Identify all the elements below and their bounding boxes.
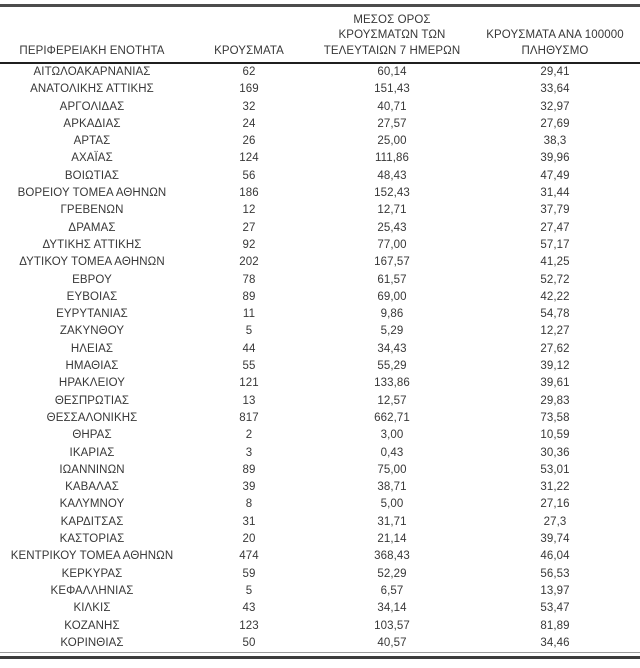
cases-cell: 62 [242, 66, 256, 78]
col-header-avg-7day [314, 7, 470, 63]
cases-cell: 3 [245, 446, 253, 459]
region-cell: ΕΥΡΥΤΑΝΙΑΣ [56, 308, 128, 321]
table-row [0, 410, 640, 427]
table-row [0, 237, 640, 254]
table-row [0, 323, 640, 340]
avg-7day-cell: 40,71 [377, 100, 407, 113]
region-cell: ΕΒΡΟΥ [72, 273, 112, 286]
avg-7day-cell: 60,14 [377, 66, 407, 78]
cases-cell: 44 [242, 342, 256, 355]
table-row [0, 635, 640, 653]
table-row [0, 548, 640, 565]
col-header-per-100k [470, 7, 640, 63]
table-row [0, 341, 640, 358]
per-100k-cell: 54,78 [540, 308, 570, 321]
per-100k-cell: 53,01 [540, 463, 570, 476]
per-100k-cell: 39,96 [540, 152, 570, 165]
cases-cell: 202 [239, 256, 259, 269]
per-100k-cell: 47,49 [540, 169, 570, 182]
table-row [0, 168, 640, 185]
avg-7day-cell: 34,14 [377, 602, 407, 615]
table-row [0, 272, 640, 289]
avg-7day-cell: 38,71 [377, 481, 407, 494]
col-header-per-100k-line2: ΠΛΗΘΥΣΜΟ [521, 44, 589, 57]
region-cell: ΑΝΑΤΟΛΙΚΗΣ ΑΤΤΙΚΗΣ [30, 83, 154, 96]
cases-cell: 8 [245, 498, 253, 511]
table-row [0, 531, 640, 548]
region-cell: ΕΥΒΟΙΑΣ [66, 290, 118, 303]
table-row [0, 202, 640, 219]
avg-7day-cell: 5,29 [380, 325, 404, 338]
avg-7day-cell: 69,00 [377, 290, 407, 303]
table-header [0, 7, 640, 63]
cases-cell: 186 [239, 187, 259, 200]
region-cell: ΑΡΤΑΣ [73, 135, 111, 148]
table-row [0, 600, 640, 617]
table-row [0, 254, 640, 271]
region-cell: ΒΟΙΩΤΙΑΣ [64, 169, 120, 182]
table-row [0, 358, 640, 375]
region-cell: ΚΑΣΤΟΡΙΑΣ [59, 533, 125, 546]
table-row [0, 479, 640, 496]
region-cell: ΚΟΖΑΝΗΣ [64, 619, 120, 632]
avg-7day-cell: 9,86 [380, 308, 404, 321]
per-100k-cell: 56,53 [540, 567, 570, 580]
per-100k-cell: 31,22 [540, 481, 570, 494]
header-row [0, 7, 640, 63]
region-cell: ΔΡΑΜΑΣ [68, 221, 116, 234]
avg-7day-cell: 27,57 [377, 117, 407, 130]
per-100k-cell: 27,69 [540, 117, 570, 130]
cases-cell: 92 [242, 238, 256, 251]
per-100k-cell: 38,3 [543, 135, 567, 148]
avg-7day-cell: 75,00 [377, 463, 407, 476]
cases-cell: 2 [245, 429, 253, 442]
table-row [0, 116, 640, 133]
cases-cell: 59 [242, 567, 256, 580]
cases-cell: 39 [242, 481, 256, 494]
col-header-avg-7day-line3: ΤΕΛΕΥΤΑΙΩΝ 7 ΗΜΕΡΩΝ [323, 44, 461, 57]
region-cell: ΑΧΑΪΑΣ [71, 152, 113, 165]
cases-cell: 55 [242, 360, 256, 373]
region-cell: ΚΕΡΚΥΡΑΣ [61, 567, 123, 580]
per-100k-cell: 33,64 [540, 83, 570, 96]
cases-cell: 11 [242, 308, 256, 321]
per-100k-cell: 27,62 [540, 342, 570, 355]
table-row [0, 81, 640, 98]
cases-cell: 27 [242, 221, 256, 234]
region-cell: ΙΩΑΝΝΙΝΩΝ [59, 463, 125, 476]
avg-7day-cell: 55,29 [377, 360, 407, 373]
region-cell: ΑΡΓΟΛΙΔΑΣ [59, 100, 125, 113]
avg-7day-cell: 48,43 [377, 169, 407, 182]
col-header-region [0, 7, 184, 63]
avg-7day-cell: 111,86 [374, 152, 410, 165]
region-cell: ΚΕΦΑΛΛΗΝΙΑΣ [50, 584, 134, 597]
col-header-cases [184, 7, 314, 63]
avg-7day-cell: 31,71 [377, 515, 407, 528]
region-cell: ΑΙΤΩΛΟΑΚΑΡΝΑΝΙΑΣ [33, 66, 151, 78]
avg-7day-cell: 167,57 [374, 256, 410, 269]
region-cell: ΗΛΕΙΑΣ [70, 342, 114, 355]
table-row [0, 99, 640, 116]
avg-7day-cell: 151,43 [374, 83, 410, 96]
col-header-region-label: ΠΕΡΙΦΕΡΕΙΑΚΗ ΕΝΟΤΗΤΑ [19, 44, 165, 57]
avg-7day-cell: 25,43 [377, 221, 407, 234]
avg-7day-cell: 77,00 [377, 238, 407, 251]
per-100k-cell: 46,04 [540, 550, 570, 563]
avg-7day-cell: 5,00 [380, 498, 404, 511]
region-cell: ΗΜΑΘΙΑΣ [65, 360, 119, 373]
col-header-avg-7day-line1: ΜΕΣΟΣ ΟΡΟΣ [353, 13, 431, 26]
per-100k-cell: 29,83 [540, 394, 570, 407]
avg-7day-cell: 662,71 [374, 411, 410, 424]
region-cell: ΒΟΡΕΙΟΥ ΤΟΜΕΑ ΑΘΗΝΩΝ [17, 187, 167, 200]
table-row [0, 220, 640, 237]
table-row [0, 393, 640, 410]
avg-7day-cell: 133,86 [374, 377, 410, 390]
avg-7day-cell: 61,57 [377, 273, 407, 286]
table-row [0, 375, 640, 392]
region-cell: ΔΥΤΙΚΗΣ ΑΤΤΙΚΗΣ [42, 238, 142, 251]
table-row [0, 496, 640, 513]
cases-cell: 24 [242, 117, 256, 130]
per-100k-cell: 32,97 [540, 100, 570, 113]
table-body [0, 63, 640, 653]
avg-7day-cell: 6,57 [380, 584, 404, 597]
per-100k-cell: 39,12 [540, 360, 570, 373]
cases-cell: 50 [184, 635, 314, 653]
per-100k-cell: 39,61 [540, 377, 570, 390]
cases-cell: 12 [242, 204, 256, 217]
avg-7day-cell: 3,00 [380, 429, 404, 442]
region-cell: ΙΚΑΡΙΑΣ [69, 446, 115, 459]
region-cell: ΚΟΡΙΝΘΙΑΣ [0, 635, 184, 653]
table-row [0, 185, 640, 202]
cases-cell: 78 [242, 273, 256, 286]
cases-cell: 20 [242, 533, 256, 546]
cases-cell: 124 [239, 152, 259, 165]
region-cell: ΔΥΤΙΚΟΥ ΤΟΜΕΑ ΑΘΗΝΩΝ [19, 256, 165, 269]
region-cell: ΚΑΡΔΙΤΣΑΣ [60, 515, 124, 528]
per-100k-cell: 13,97 [540, 584, 570, 597]
per-100k-cell: 27,3 [543, 515, 567, 528]
region-cell: ΘΗΡΑΣ [72, 429, 112, 442]
table-row [0, 63, 640, 81]
avg-7day-cell: 12,57 [377, 394, 407, 407]
table-row [0, 427, 640, 444]
table-row [0, 514, 640, 531]
table-row [0, 289, 640, 306]
per-100k-cell: 27,47 [540, 221, 570, 234]
cases-cell: 13 [242, 394, 256, 407]
region-cell: ΘΕΣΠΡΩΤΙΑΣ [54, 394, 130, 407]
region-cell: ΚΙΛΚΙΣ [73, 602, 111, 615]
avg-7day-cell: 0,43 [380, 446, 404, 459]
per-100k-cell: 42,22 [540, 290, 570, 303]
cases-cell: 5 [245, 584, 253, 597]
region-cell: ΘΕΣΣΑΛΟΝΙΚΗΣ [46, 411, 138, 424]
per-100k-cell: 73,58 [540, 411, 570, 424]
per-100k-cell: 37,79 [540, 204, 570, 217]
cases-cell: 169 [239, 83, 259, 96]
avg-7day-cell: 25,00 [377, 135, 407, 148]
cases-cell: 31 [242, 515, 256, 528]
table-row [0, 618, 640, 635]
region-cell: ΓΡΕΒΕΝΩΝ [60, 204, 124, 217]
per-100k-cell: 34,46 [470, 635, 640, 653]
per-100k-cell: 12,27 [540, 325, 570, 338]
cases-cell: 32 [242, 100, 256, 113]
region-cell: ΚΑΛΥΜΝΟΥ [59, 498, 125, 511]
cases-cell: 817 [239, 411, 259, 424]
table-row [0, 462, 640, 479]
cases-cell: 56 [242, 169, 256, 182]
per-100k-cell: 30,36 [540, 446, 570, 459]
region-cell: ΖΑΚΥΝΘΟΥ [59, 325, 125, 338]
table-row [0, 150, 640, 167]
regional-cases-table [0, 7, 640, 653]
avg-7day-cell: 52,29 [377, 567, 407, 580]
table-row [0, 306, 640, 323]
col-header-avg-7day-line2: ΚΡΟΥΣΜΑΤΩΝ ΤΩΝ [338, 29, 446, 41]
cases-cell: 89 [242, 290, 256, 303]
per-100k-cell: 52,72 [540, 273, 570, 286]
bottom-rule [0, 656, 640, 659]
cases-cell: 5 [245, 325, 253, 338]
cases-cell: 26 [242, 135, 256, 148]
per-100k-cell: 41,25 [540, 256, 570, 269]
table-row [0, 583, 640, 600]
avg-7day-cell: 34,43 [377, 342, 407, 355]
table-row [0, 133, 640, 150]
cases-cell: 89 [242, 463, 256, 476]
per-100k-cell: 53,47 [540, 602, 570, 615]
per-100k-cell: 29,41 [540, 66, 570, 78]
col-header-per-100k-line1: ΚΡΟΥΣΜΑΤΑ ΑΝΑ 100000 [486, 29, 624, 41]
per-100k-cell: 10,59 [540, 429, 570, 442]
cases-cell: 121 [239, 377, 259, 390]
cases-cell: 123 [239, 619, 259, 632]
cases-cell: 43 [242, 602, 256, 615]
per-100k-cell: 27,16 [540, 498, 570, 511]
avg-7day-cell: 368,43 [374, 550, 410, 563]
table-row [0, 445, 640, 462]
region-cell: ΚΕΝΤΡΙΚΟΥ ΤΟΜΕΑ ΑΘΗΝΩΝ [10, 550, 174, 563]
region-cell: ΗΡΑΚΛΕΙΟΥ [58, 377, 126, 390]
per-100k-cell: 31,44 [540, 187, 570, 200]
avg-7day-cell: 152,43 [374, 187, 410, 200]
avg-7day-cell: 40,57 [314, 635, 470, 653]
avg-7day-cell: 103,57 [374, 619, 410, 632]
per-100k-cell: 57,17 [540, 238, 570, 251]
avg-7day-cell: 21,14 [377, 533, 407, 546]
region-cell: ΑΡΚΑΔΙΑΣ [63, 117, 121, 130]
col-header-cases-label: ΚΡΟΥΣΜΑΤΑ [214, 44, 284, 57]
table-row [0, 566, 640, 583]
cases-cell: 474 [239, 550, 259, 563]
per-100k-cell: 39,74 [540, 533, 570, 546]
avg-7day-cell: 12,71 [377, 204, 407, 217]
region-cell: ΚΑΒΑΛΑΣ [65, 481, 119, 494]
per-100k-cell: 81,89 [540, 619, 570, 632]
